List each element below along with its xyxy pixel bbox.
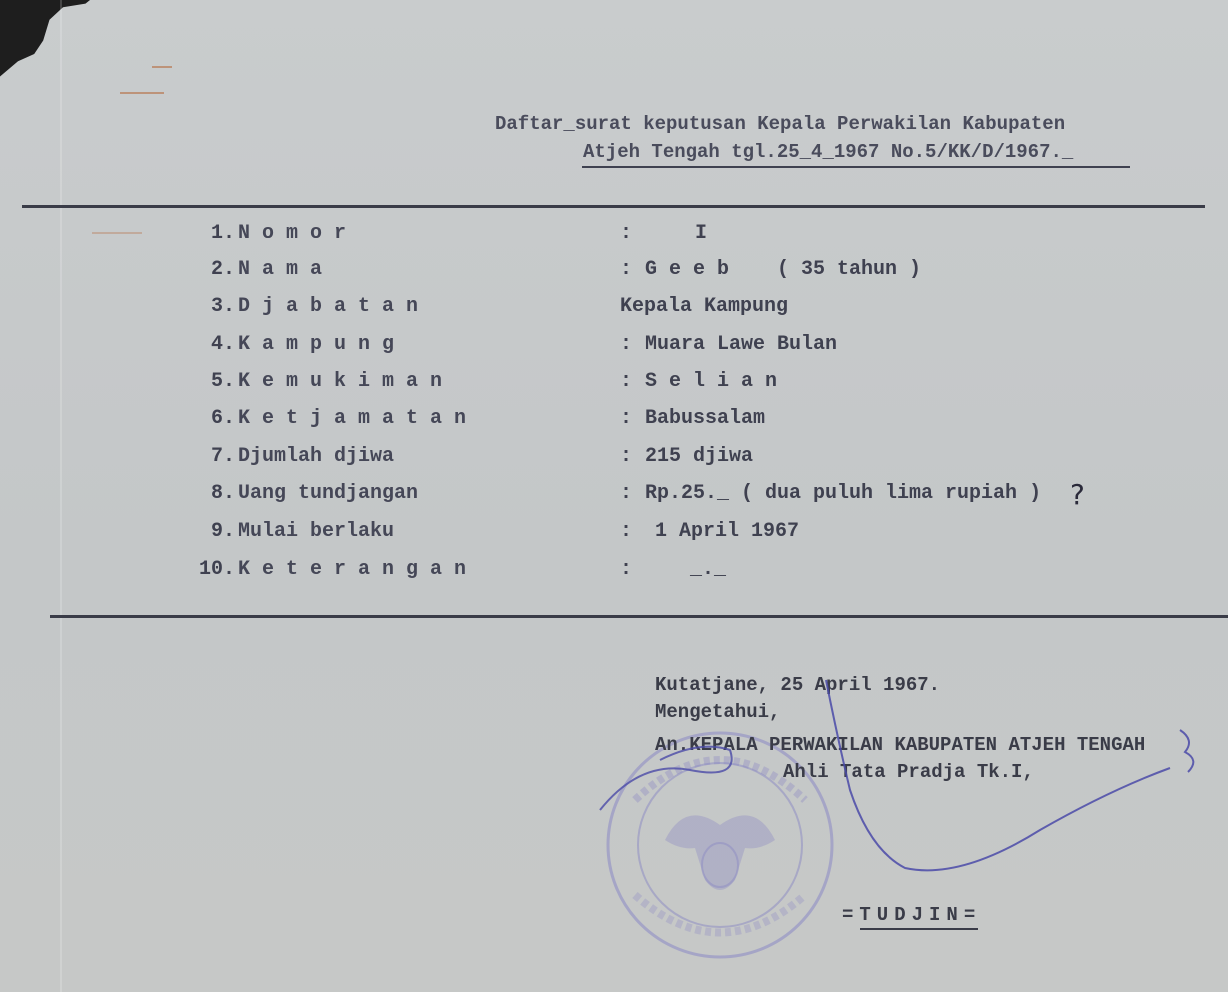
- item-value: 1 April 1967: [655, 520, 800, 543]
- name-underline: [860, 928, 978, 930]
- item-number: 6.: [210, 407, 235, 430]
- heading-line-1: Daftar_surat keputusan Kepala Perwakilan Kabupaten: [495, 113, 1066, 135]
- bottom-rule: [50, 615, 1228, 618]
- item-number: 10.: [198, 558, 235, 581]
- pencil-mark: [152, 66, 172, 68]
- torn-corner: [0, 0, 90, 90]
- item-value: I: [695, 222, 708, 245]
- item-value: Kepala Kampung: [620, 295, 789, 318]
- top-rule: [22, 205, 1205, 208]
- heading-line-2: Atjeh Tengah tgl.25_4_1967 No.5/KK/D/1967._: [583, 141, 1074, 163]
- item-number: 4.: [210, 333, 235, 356]
- list-item: [0, 295, 1228, 325]
- item-value: G e e b ( 35 tahun ): [645, 258, 922, 281]
- list-item: [0, 445, 1228, 475]
- item-colon: :: [620, 558, 633, 581]
- on-behalf-line: An.KEPALA PERWAKILAN KABUPATEN ATJEH TENGAH: [655, 734, 1146, 756]
- item-value: Muara Lawe Bulan: [645, 333, 838, 356]
- item-value: _._: [690, 558, 727, 581]
- pencil-mark: [120, 92, 164, 94]
- list-item: [0, 370, 1228, 400]
- item-number: 1.: [210, 222, 235, 245]
- item-colon: :: [620, 370, 633, 393]
- item-value: Babussalam: [645, 407, 766, 430]
- item-label: K a m p u n g: [238, 333, 395, 356]
- heading-underline: [582, 166, 1130, 168]
- list-item: [0, 258, 1228, 288]
- list-item: [0, 520, 1228, 550]
- list-item: [0, 558, 1228, 588]
- item-label: Uang tundjangan: [238, 482, 419, 505]
- item-number: 7.: [210, 445, 235, 468]
- item-label: Djumlah djiwa: [238, 445, 395, 468]
- acknowledged-label: Mengetahui,: [655, 701, 781, 723]
- item-value: Rp.25._ ( dua puluh lima rupiah ): [645, 482, 1042, 505]
- item-number: 2.: [210, 258, 235, 281]
- item-value: S e l i a n: [645, 370, 778, 393]
- item-number: 8.: [210, 482, 235, 505]
- item-label: N a m a: [238, 258, 323, 281]
- item-colon: :: [620, 222, 633, 245]
- list-item: [0, 407, 1228, 437]
- signature-block: [655, 672, 1145, 786]
- signatory-name: =TUDJIN=: [842, 904, 982, 926]
- item-colon: :: [620, 333, 633, 356]
- official-title: Ahli Tata Pradja Tk.I,: [783, 761, 1034, 783]
- item-label: Mulai berlaku: [238, 520, 395, 543]
- item-colon: :: [620, 445, 633, 468]
- list-item: [0, 482, 1228, 512]
- list-item: [0, 222, 1228, 252]
- item-label: K e m u k i m a n: [238, 370, 443, 393]
- document-heading: [495, 110, 1073, 166]
- item-colon: :: [620, 482, 633, 505]
- place-date: Kutatjane, 25 April 1967.: [655, 674, 941, 696]
- item-number: 5.: [210, 370, 235, 393]
- item-value: 215 djiwa: [645, 445, 754, 468]
- item-label: K e t e r a n g a n: [238, 558, 467, 581]
- item-label: D j a b a t a n: [238, 295, 419, 318]
- item-number: 3.: [210, 295, 235, 318]
- item-number: 9.: [210, 520, 235, 543]
- item-label: N o m o r: [238, 222, 347, 245]
- item-label: K e t j a m a t a n: [238, 407, 467, 430]
- item-colon: :: [620, 520, 633, 543]
- item-colon: :: [620, 258, 633, 281]
- list-item: [0, 333, 1228, 363]
- handwritten-question-mark: ?: [1070, 478, 1085, 511]
- item-colon: :: [620, 407, 633, 430]
